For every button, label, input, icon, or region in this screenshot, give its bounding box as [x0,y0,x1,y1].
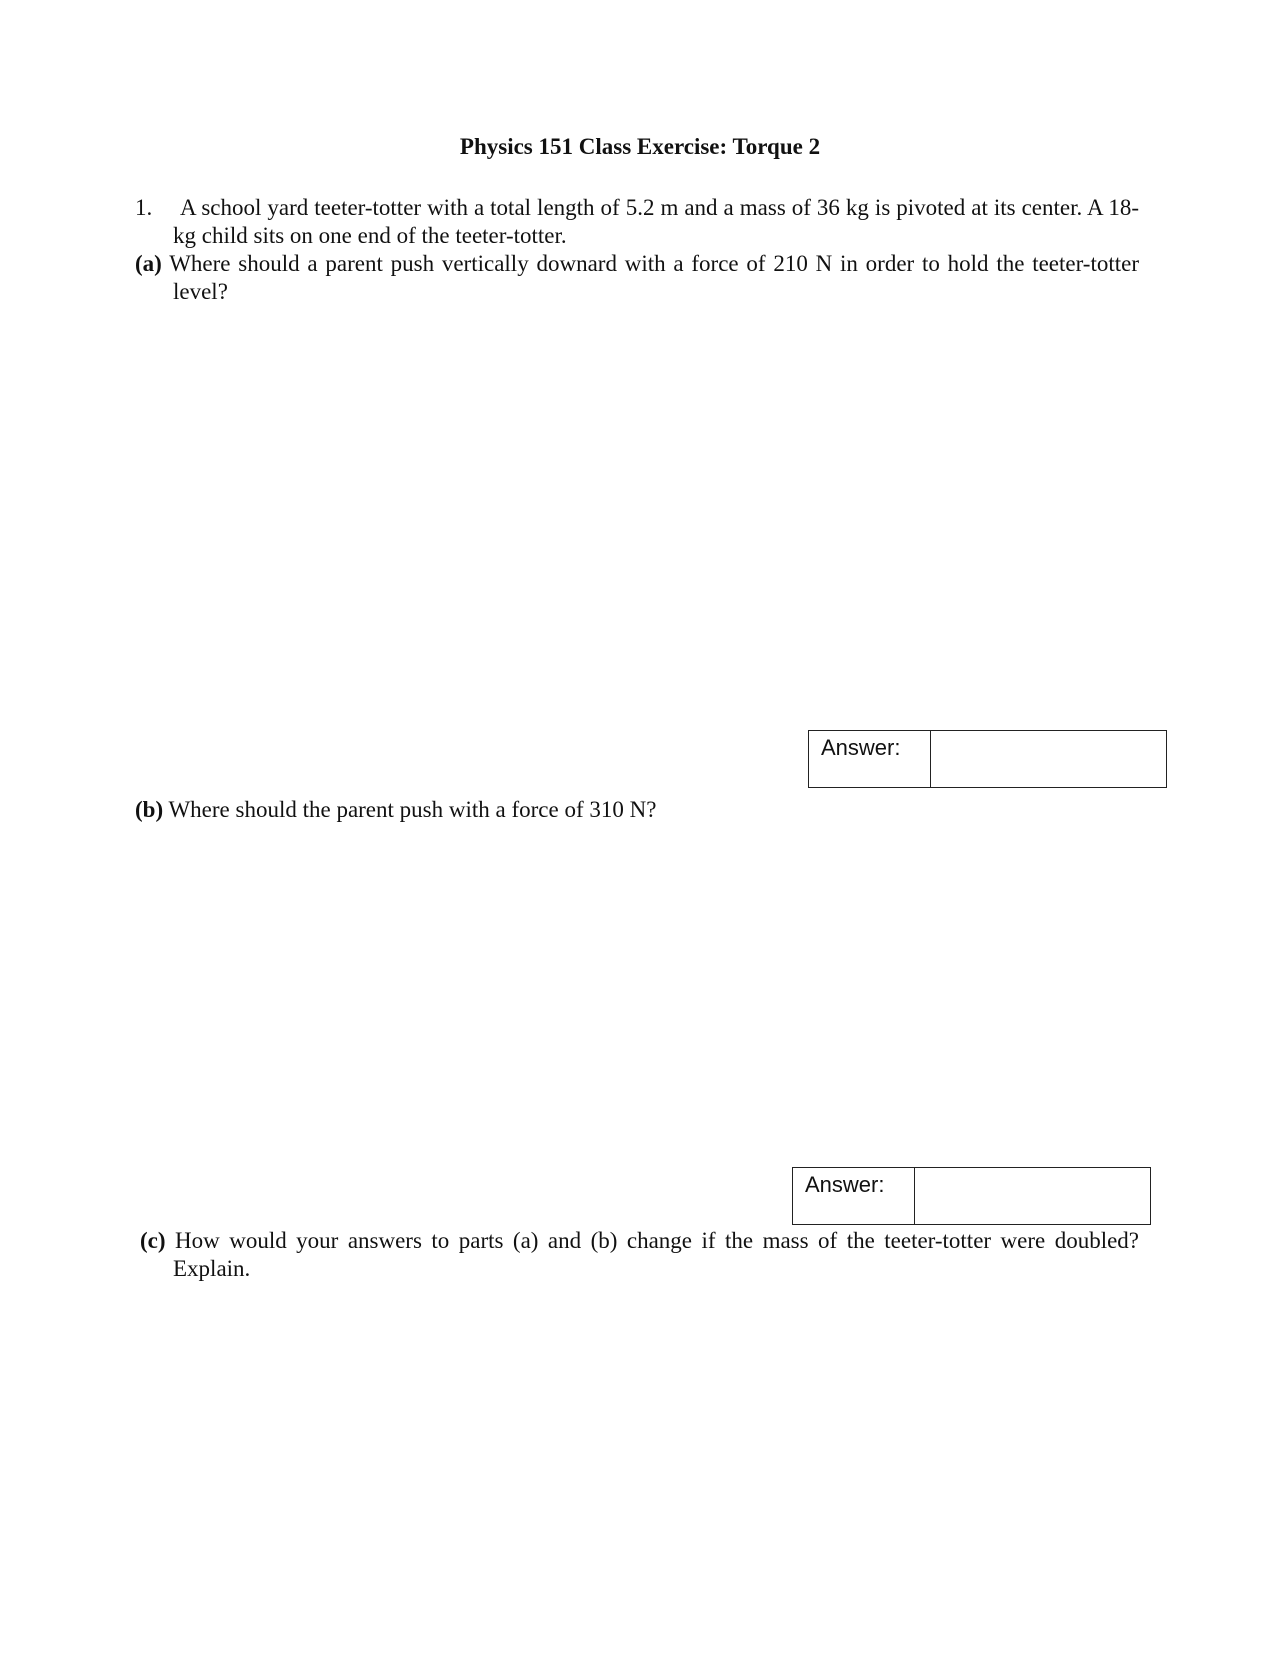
answer-box-a [808,730,1167,788]
answer-field-a[interactable] [931,731,1166,787]
part-a-question [135,250,1139,306]
answer-field-b[interactable] [915,1168,1150,1224]
part-a-text: Where should a parent push vertically downard with a force of 210 N in order to hold the teeter-totter level? [169,251,1139,304]
answer-label-b: Answer: [793,1168,915,1224]
problem-1-text: A school yard teeter-totter with a total length of 5.2 m and a mass of 36 kg is pivoted at its center. A 18-kg child sits on one end of the teeter-totter. [173,195,1139,248]
page-title: Physics 151 Class Exercise: Torque 2 [459,134,821,159]
problem-1 [135,194,1139,250]
part-a-label: (a) [135,251,162,276]
answer-label-a: Answer: [809,731,931,787]
part-c-text: How would your answers to parts (a) and (b) change if the mass of the teeter-totter were doubled? Explain. [173,1228,1140,1281]
part-b-label: (b) [135,797,164,822]
answer-box-b [792,1167,1151,1225]
problem-number: 1. [135,195,153,220]
part-b-question [135,796,1139,824]
part-c-label: (c) [140,1228,166,1253]
part-c-question [140,1227,1139,1283]
part-b-text: Where should the parent push with a force of 310 N? [168,797,657,822]
